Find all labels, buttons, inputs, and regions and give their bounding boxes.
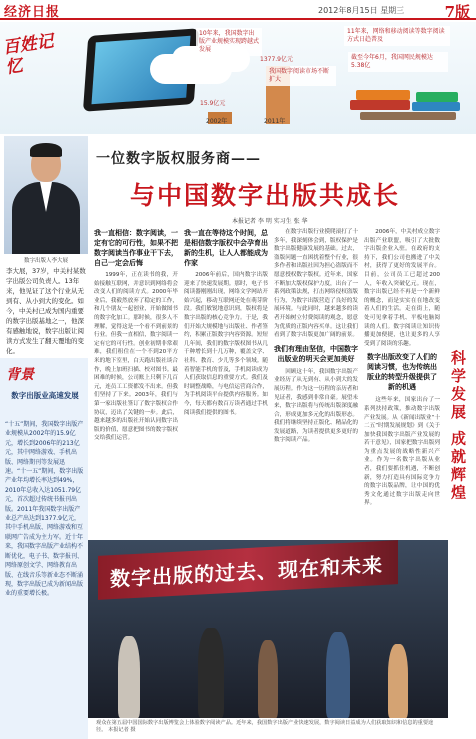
chart-value-label: 1377.9亿元 (260, 56, 293, 63)
chart-year-label: 2011年 (264, 118, 286, 125)
hero-caption: 11年来，网络和移动阅读等数字阅读方式日趋普及 (344, 26, 450, 46)
column-body: 2006年前后，国内数字出版迎来了快速发展期。那时，电子书阅读器刚刚出现，网络文学网站开始兴起，移动互联网还处在萌芽阶段。我们敏锐地意识到，版权将是数字出版的核心竞争力。于是，我们开始大规模地与出版社、作者签约，积累正版数字内容资源。短短几年间，我们的数字版权图书从几千种增长到十几万种，覆盖文学、社科、教育、少儿等多个领域。随着智能手机的普及，手机阅读成为人们获取信息的重要方式。我们及时调整战略，与电信运营商合作，为手机阅读平台提供内容服务。如今，每天都有数百万读者通过手机阅读我们提供的图书。 (184, 272, 268, 416)
article-column-3 (274, 228, 358, 536)
hero-caption: 我国数字阅读市场不断扩大 (266, 66, 336, 86)
background-subtitle: 数字出版业高速发展 (11, 391, 79, 400)
article-column-2 (184, 228, 268, 536)
banner-text: 数字出版的过去、现在和未来 (110, 552, 383, 592)
column-body: 1999年，正在读书的我，开始接触互联网，并意识到网络将会改变人们的阅读方式。2000年毕业后，我毅然放弃了稳定的工作，和几个朋友一起创业，开始做图书的数字化加工。那时候，很多人不理解，觉得这是一个看不到前景的行业。但我一直相信，数字阅读一定有它的可行性。创业初期非常艰难，我们租住在一个不到20平方米的地下室里，白天跑出版社谈合作，晚上加班扫描、校对图书。最困难的时候，公司账上只剩下几百元，连员工工资都发不出来。但我们坚持了下来。2003年，我们与第一家出版社签订了数字版权合作协议，迈出了关键的一步。此后，越来越多的出版社开始认同数字出版的价值，愿意把图书的数字版权交给我们运营。 (94, 272, 178, 442)
column-body: 在数字出版行业摸爬滚打了十多年，我深刻体会到，版权保护是数字出版健康发展的基础。过去，盗版问题一直困扰着整个行业，很多作者和出版社因为担心盗版而不愿意授权数字版权。近年来，国家不断加大版权保护力度，出台了一系列政策法规，打击网络侵权盗版行为，为数字出版营造了良好的发展环境。与此同时，越来越多的读者开始树立付费阅读的观念，愿意为优质的正版内容买单。这让我们看到了数字出版更加广阔的前景。 (274, 229, 358, 339)
chart-value-label: 15.9亿元 (200, 100, 226, 107)
page-number: 7版 (444, 3, 470, 21)
hero-caption: 10年来，我国数字出版产业规模实现跨越式发展 (196, 28, 262, 56)
chart-year-label: 2002年 (206, 118, 228, 125)
column-lead: 我一直在等待这个时间，总是相信数字版权中会孕育出新的生机，让人人都能成为作家 (184, 229, 268, 267)
column-subhead: 数字出版改变了人们的阅读习惯，也为传统出版业的转型升级提供了新的机遇 (367, 353, 437, 392)
background-body: “十五”期间，我国数字出版产业规模从2002年的15.9亿元，增长到2006年的213亿元，其中网络游戏、手机出版、网络期刊等发展迅速。“十一五”期间，数字出版产业年均增长率达到49%，2010年总收入达1051.79亿元，首次超过传统书报刊出版。2011年我国数字出版产业总产出达到1377.9亿元，其中手机出版、网络游戏和互联网广告成为主力军。近十年来，我国数字出版产业结构不断优化，电子书、数字报刊、网络原创文学、网络教育出版、在线音乐等新业态不断涌现，数字出版已成为新闻出版业的重要增长极。 (5, 421, 84, 598)
column-body: 2006年，中关村成立数字出版产业联盟，吸引了大批数字出版企业入驻。在政府的支持下，我们公司也搬进了中关村，获得了更好的发展平台。目前，公司员工已超过200人，年收入突破亿元。现在，数字出版已经不再是一个新鲜的概念，而是实实在在地改变着人们的生活。走在街上，随处可见拿着手机、平板电脑阅读的人们。数字阅读让知识传播更加便捷，也让更多的人享受到了阅读的乐趣。 (364, 229, 440, 347)
books-illustration (350, 78, 470, 128)
profile-intro: 李大展，37岁，中关村某数字出版公司负责人。13年来，他见证了这个行业从无到有、从小到大的变化。如今，中关村已成为国内重要的数字出版基地之一，他深有感触地说，数字出版让阅读方式发生了翻天覆地的变化。 (6, 267, 86, 355)
portrait-caption: 数字出版人李大展 (23, 258, 68, 264)
column-body: 这些年来，国家出台了一系列扶持政策，推动数字出版产业发展。从《新闻出版业“十二五”时期发展规划》到《关于加快我国数字出版产业发展的若干意见》，国家把数字出版列为重点发展的战略性新兴产业。作为一名数字出版从业者，我们要抓住机遇，不断创新，努力打造具有国际竞争力的数字出版品牌，让中国的优秀文化通过数字出版走向世界。 (364, 397, 440, 507)
column-body: 回顾这十年，我国数字出版产业经历了从无到有、从小到大的发展历程。作为这一历程的亲历者和见证者，我感到非常自豪。展望未来，数字出版将与传统出版深度融合，形成更加多元化的出版形态。我们将继续坚持正版化、精品化的发展道路，为读者提供更多更好的数字阅读产品。 (274, 368, 358, 444)
article-byline: 本报记者 李 明 实习生 张 华 (232, 218, 308, 225)
article-headline: 与中国数字出版共成长 (130, 181, 401, 210)
article-kicker: 一位数字版权服务商—— (96, 151, 261, 167)
section-label: 百姓记忆 (1, 31, 55, 79)
issue-date: 2012年8月15日 星期三 (318, 6, 405, 15)
background-box (0, 358, 88, 739)
background-title: 背景 (6, 367, 34, 383)
photo-caption: 观众在第五届中国国际数字出版博览会上体验数字阅读产品。近年来，我国数字出版产业快速发展，数字阅读日益成为人们获取知识和信息的重要途径。 本报记者 摄 (96, 720, 434, 733)
vertical-slogan: 科学发展 成就辉煌 (449, 350, 467, 503)
hero-illustration (0, 22, 476, 134)
left-column (0, 136, 88, 739)
portrait-photo (4, 136, 88, 254)
masthead (0, 0, 476, 20)
article-column-1 (94, 228, 178, 536)
newspaper-logo: 经济日报 (4, 5, 61, 20)
article-column-4 (364, 228, 440, 536)
column-subhead: 我们有理由坚信，中国数字出版业的明天会更加美好 (274, 344, 358, 363)
exhibition-photo (88, 540, 448, 718)
column-lead: 我一直相信：数字阅读，一定有它的可行性，如果不把数字阅读当作事业干下去，自己一定会后悔 (94, 229, 178, 267)
hero-caption: 截至今年6月，我国网民规模达5.38亿 (348, 52, 448, 72)
